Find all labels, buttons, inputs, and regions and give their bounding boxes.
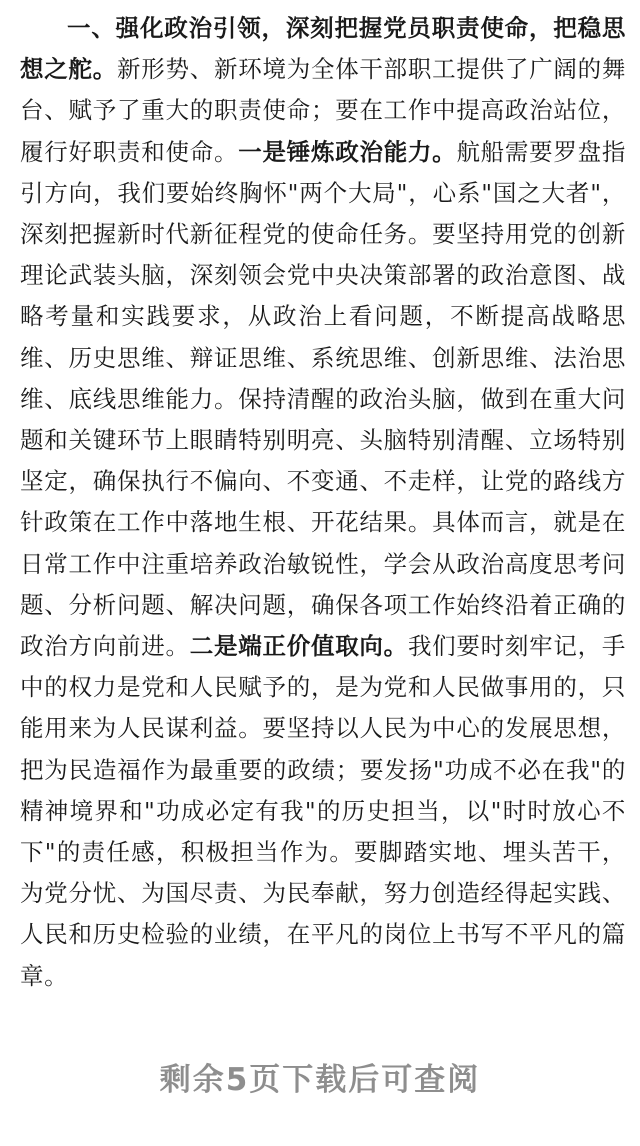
- body-paragraph: [20, 8, 626, 997]
- document-body: [20, 8, 626, 997]
- body-text: 航船需要罗盘指引方向，我们要始终胸怀"两个大局"，心系"国之大者"，深刻把握新时代新征程党的使命任务。要坚持用党的创新理论武装头脑，深刻领会党中央决策部署的政治意图、战略考量和实践要求，从政治上看问题，不断提高战略思维、历史思维、辩证思维、系统思维、创新思维、法治思维、底线思维能力。保持清醒的政治头脑，做到在重大问题和关键环节上眼睛特别明亮、头脑特别清醒、立场特别坚定，确保执行不偏向、不变通、不走样，让党的路线方针政策在工作中落地生根、开花结果。具体而言，就是在日常工作中注重培养政治敏锐性，学会从政治高度思考问题、分析问题、解决问题，确保各项工作始终沿着正确的政治方向前进。: [20, 137, 627, 661]
- download-banner[interactable]: [0, 1054, 640, 1099]
- body-text: 新形势、新环境为全体干部职工提供了广阔的舞台、赋予了重大的职责使命；要在工作中提高政治站位，履行好职责和使命。: [20, 55, 626, 166]
- section-heading: 一、强化政治引领，深刻把握党员职责使命，把稳思想之舵。: [20, 14, 626, 84]
- remaining-pages-label[interactable]: 剩余5页: [159, 1062, 283, 1098]
- download-prompt-label[interactable]: 下载后可查阅: [282, 1062, 481, 1098]
- subheading-first: 一是锤炼政治能力。: [238, 137, 457, 166]
- body-text: 我们要时刻牢记，手中的权力是党和人民赋予的，是为党和人民做事用的，只能用来为人民谋利益。要坚持以人民为中心的发展思想，把为民造福作为最重要的政绩；要发扬"功成不必在我"的精神境界和"功成必定有我"的历史担当，以"时时放心不下"的责任感，积极担当作为。要脚踏实地、埋头苦干，为党分忧、为国尽责、为民奉献，努力创造经得起实践、人民和历史检验的业绩，在平凡的岗位上书写不平凡的篇章。: [20, 632, 626, 990]
- subheading-second: 二是端正价值取向。: [189, 632, 408, 661]
